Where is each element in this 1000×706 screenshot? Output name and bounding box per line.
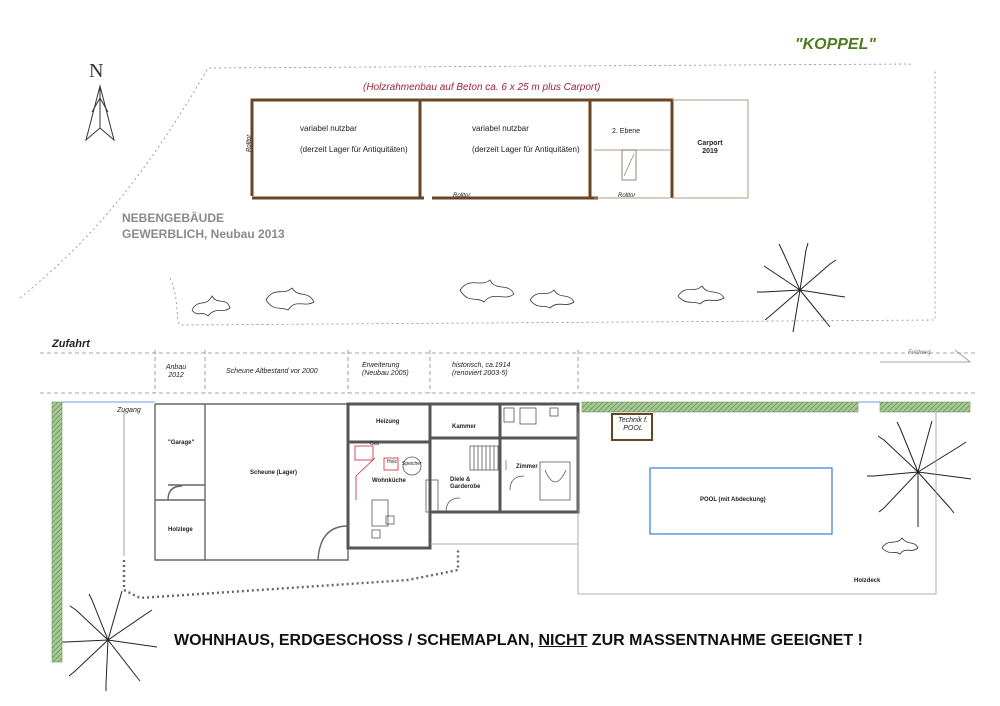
caption-part2: ZUR MASSENTNAHME GEEIGNET !: [587, 632, 863, 649]
room-zimmer: Zimmer: [516, 464, 538, 470]
room-heizung: Heizung: [376, 419, 400, 425]
room2-note: (derzeit Lager für Antiquitäten): [472, 145, 580, 154]
level2-label: 2. Ebene: [612, 128, 641, 135]
north-arrow-icon: [86, 86, 114, 140]
anbau-walls: [155, 404, 205, 560]
phase-historisch: historisch, ca.1914 (renoviert 2003-5): [452, 362, 511, 377]
label-speicher: Speicher: [402, 461, 422, 467]
tree-top-right: [757, 243, 845, 332]
shrubs-north: [192, 280, 724, 316]
room-kammer: Kammer: [452, 424, 477, 430]
zugang-label: Zugang: [117, 407, 141, 414]
caption-nicht: NICHT: [538, 632, 588, 649]
zufahrt-label: Zufahrt: [52, 338, 90, 350]
technik-label: Technik f. POOL: [618, 417, 648, 432]
rolltor-left-label: Rolltor: [246, 134, 253, 152]
outbuilding-title-line1: NEBENGEBÄUDE: [122, 211, 225, 225]
room-garage: "Garage": [168, 440, 195, 446]
tree-right: [867, 421, 971, 527]
plan-caption: [174, 632, 863, 650]
rolltor-mid-label: Rolltor: [453, 193, 471, 199]
caption-part1: WOHNHAUS, ERDGESCHOSS / SCHEMAPLAN,: [174, 632, 539, 649]
room-wohnkueche: Wohnküche: [372, 478, 406, 484]
koppel-label: "KOPPEL": [795, 36, 876, 53]
tree-bottom-left: [59, 591, 157, 691]
phase-anbau: Anbau 2012: [165, 364, 187, 379]
room-scheune: Scheune (Lager): [250, 470, 298, 476]
label-gas: Gas: [370, 441, 380, 447]
phase-erweiterung: Erweiterung (Neubau 2005): [362, 362, 409, 377]
room-diele: Diele & Garderobe: [450, 477, 481, 490]
construction-note: (Holzrahmenbau auf Beton ca. 6 x 25 m plus Carport): [363, 82, 601, 93]
phase-scheune-alt: Scheune Altbestand vor 2000: [226, 368, 318, 375]
rolltor-right-label: Rolltor: [618, 193, 636, 199]
scheune-walls: [205, 404, 348, 560]
shrub-right: [882, 538, 918, 554]
room-holzlege: Holzlege: [168, 527, 193, 533]
outbuilding-title-line2: GEWERBLICH, Neubau 2013: [122, 227, 285, 241]
pool-label: POOL (mit Abdeckung): [700, 497, 766, 503]
carport-label: Carport 2019: [697, 140, 723, 155]
holzdeck-label: Holzdeck: [854, 578, 881, 584]
north-letter: N: [89, 60, 104, 82]
driveway-dotted: [124, 548, 458, 598]
label-holz: Holz: [387, 459, 398, 465]
room1-note: (derzeit Lager für Antiquitäten): [300, 145, 408, 154]
room2-title: variabel nutzbar: [472, 124, 529, 133]
room1-title: variabel nutzbar: [300, 124, 357, 133]
feldweg-label: Feldweg: [908, 350, 931, 356]
